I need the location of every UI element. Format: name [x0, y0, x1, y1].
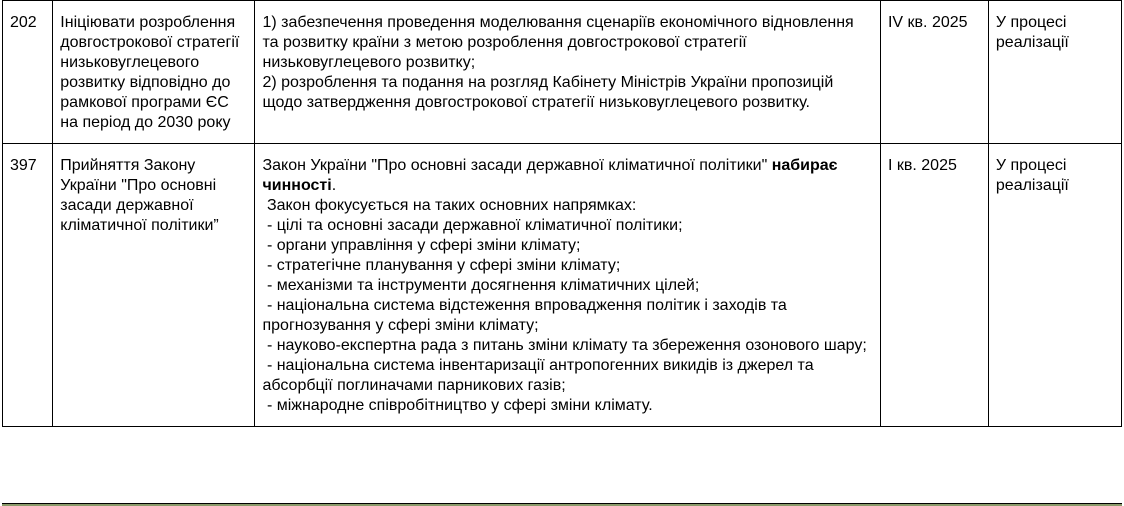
description-line: - національна система інвентаризації антропогенних викидів із джерел та абсорбції поглиначами парникових газів;: [262, 357, 819, 394]
measure-title: Прийняття Закону України "Про основні засади державної кліматичної політики”: [53, 144, 255, 427]
row-number: 397: [3, 144, 53, 427]
measure-description: [255, 144, 881, 427]
description-line: - науково-експертна рада з питань зміни клімату та збереження озонового шару;: [262, 337, 867, 354]
description-intro: [262, 156, 874, 196]
table-row: [3, 144, 1122, 427]
description-line: 2) розроблення та подання на розгляд Кабінету Міністрів України пропозицій щодо затвердження довгострокової стратегії низьковуглецевого розвитку.: [262, 74, 838, 111]
term-cell: IV кв. 2025: [880, 1, 988, 144]
measure-description: [255, 1, 881, 144]
description-line: - національна система відстеження впровадження політик і заходів та прогнозування у сфері зміни клімату;: [262, 297, 792, 334]
intro-text: Закон України "Про основні засади державної кліматичної політики": [262, 157, 772, 174]
description-line: Закон фокусується на таких основних напрямках:: [262, 197, 637, 214]
description-line: - міжнародне співробітництво у сфері зміни клімату.: [262, 397, 653, 414]
measure-title: Ініціювати розроблення довгострокової стратегії низьковуглецевого розвитку відповідно до рамкової програми ЄС на період до 2030 року: [53, 1, 255, 144]
table-row: [3, 1, 1122, 144]
description-line: - механізми та інструменти досягнення кліматичних цілей;: [262, 277, 700, 294]
description-line: - органи управління у сфері зміни клімату;: [262, 237, 581, 254]
term-cell: I кв. 2025: [880, 144, 988, 427]
intro-end-text: .: [331, 177, 337, 194]
measures-table: [2, 0, 1122, 427]
status-cell: У процесі реалізації: [988, 144, 1121, 427]
description-line: - стратегічне планування у сфері зміни клімату;: [262, 257, 621, 274]
intro-bold-text: набирає чинності: [262, 157, 842, 194]
description-line: 1) забезпечення проведення моделювання сценаріїв економічного відновлення та розвитку країни з метою розроблення довгострокової стратегії низьковуглецевого розвитку;: [262, 14, 859, 71]
description-line: - цілі та основні засади державної кліматичної політики;: [262, 217, 683, 234]
status-cell: У процесі реалізації: [988, 1, 1121, 144]
row-number: 202: [3, 1, 53, 144]
